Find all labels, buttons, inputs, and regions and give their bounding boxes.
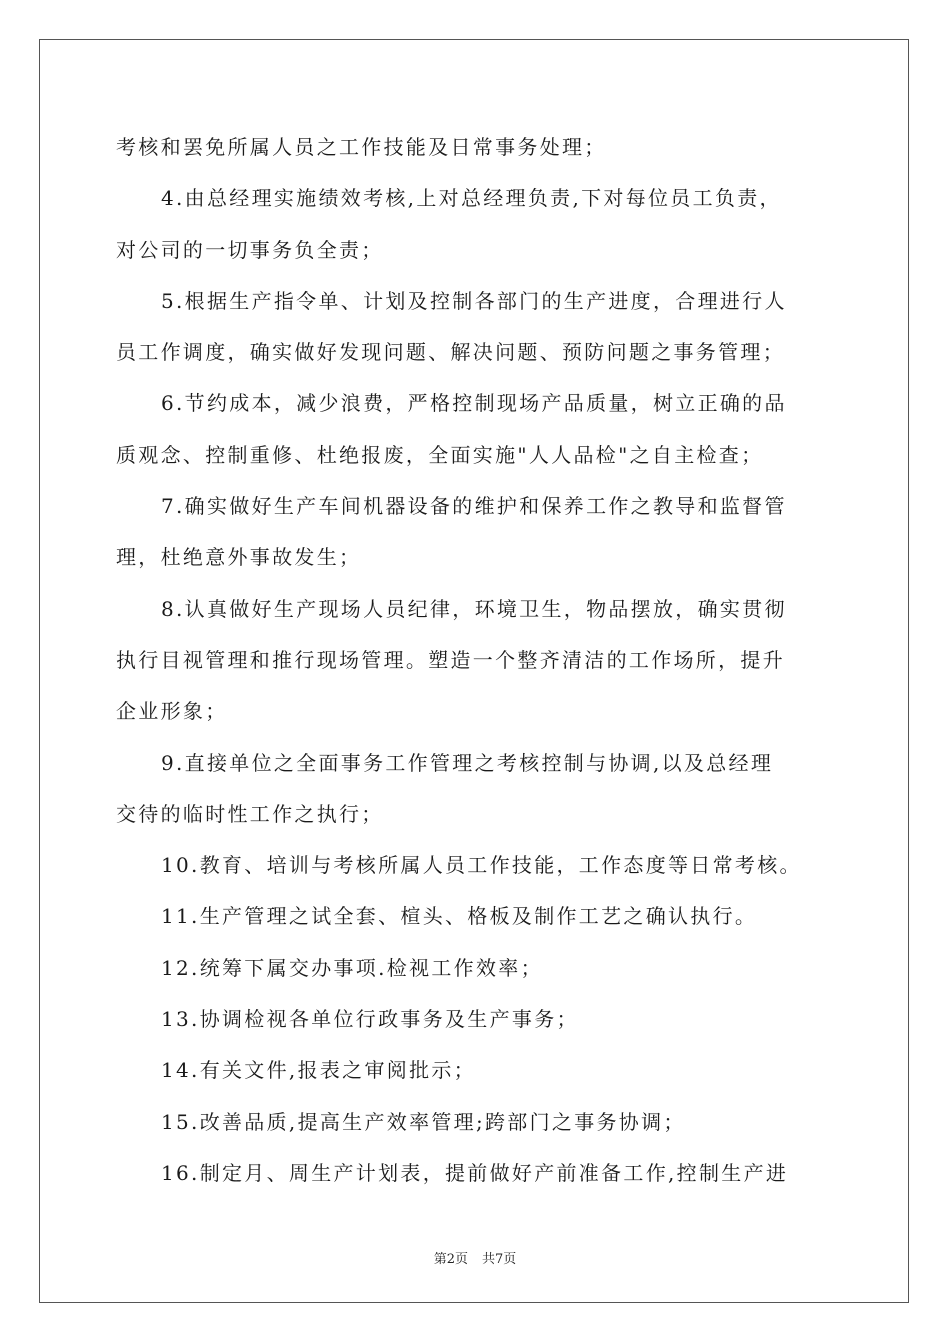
text-line: 员工作调度，确实做好发现问题、解决问题、预防问题之事务管理； xyxy=(116,340,785,365)
text-line: 考核和罢免所属人员之工作技能及日常事务处理； xyxy=(116,135,607,159)
text-line: 质观念、控制重修、杜绝报废，全面实施"人人品检"之自主检查； xyxy=(116,442,764,467)
text-line: 8.认真做好生产现场人员纪律，环境卫生，物品摆放，确实贯彻 xyxy=(161,596,787,621)
text-line: 14.有关文件,报表之审阅批示； xyxy=(161,1058,476,1083)
text-line: 交待的临时性工作之执行； xyxy=(116,801,384,826)
page-footer xyxy=(0,1248,950,1267)
text-line: 11.生产管理之试全套、楦头、格板及制作工艺之确认执行。 xyxy=(161,904,758,929)
text-line: 6.节约成本，减少浪费，严格控制现场产品质量，树立正确的品 xyxy=(161,391,787,416)
text-line: 15.改善品质,提高生产效率管理;跨部门之事务协调； xyxy=(161,1109,686,1134)
text-line: 对公司的一切事务负全责； xyxy=(116,237,384,262)
text-line: 4.由总经理实施绩效考核,上对总经理负责,下对每位员工负责， xyxy=(161,186,782,211)
text-line: 企业形象； xyxy=(116,699,228,724)
text-line: 16.制定月、周生产计划表，提前做好产前准备工作,控制生产进 xyxy=(161,1160,789,1185)
page-total: 共7页 xyxy=(482,1252,517,1267)
page-number: 第2页 xyxy=(433,1252,468,1267)
text-line: 执行目视管理和推行现场管理。塑造一个整齐清洁的工作场所，提升 xyxy=(116,647,785,672)
text-line: 9.直接单位之全面事务工作管理之考核控制与协调,以及总经理 xyxy=(161,750,774,775)
text-line: 10.教育、培训与考核所属人员工作技能，工作态度等日常考核。 xyxy=(161,853,802,878)
text-line: 13.协调检视各单位行政事务及生产事务； xyxy=(161,1007,579,1032)
text-line: 7.确实做好生产车间机器设备的维护和保养工作之教导和监督管 xyxy=(161,494,787,519)
text-line: 12.统筹下属交办事项.检视工作效率； xyxy=(161,955,543,980)
document-body xyxy=(116,128,836,1205)
text-line: 5.根据生产指令单、计划及控制各部门的生产进度，合理进行人 xyxy=(161,288,787,313)
text-line: 理，杜绝意外事故发生； xyxy=(116,545,362,570)
